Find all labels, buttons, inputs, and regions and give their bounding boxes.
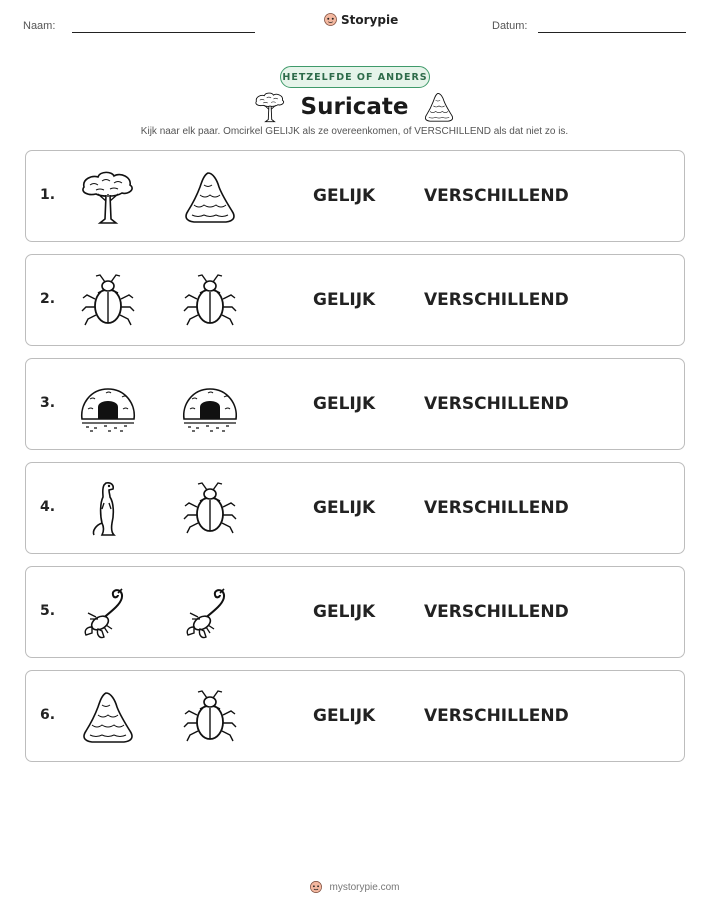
brand-logo [323, 12, 398, 27]
option-different[interactable]: VERSCHILLEND [424, 290, 569, 310]
date-field[interactable] [538, 32, 686, 33]
title-row [0, 90, 709, 124]
burrow-icon [180, 375, 240, 435]
option-different[interactable]: VERSCHILLEND [424, 498, 569, 518]
exercise-row [25, 462, 685, 554]
burrow-icon [78, 375, 138, 435]
option-different[interactable]: VERSCHILLEND [424, 394, 569, 414]
row-number: 1. [40, 187, 56, 203]
worksheet-type-badge [280, 66, 430, 88]
exercise-list [25, 150, 685, 774]
beetle-icon [180, 479, 240, 539]
option-same[interactable]: GELIJK [313, 602, 376, 622]
footer-url[interactable]: mystorypie.com [329, 881, 400, 893]
termite-mound-icon [180, 167, 240, 227]
scorpion-icon [180, 583, 240, 643]
option-same[interactable]: GELIJK [313, 186, 376, 206]
row-number: 6. [40, 707, 56, 723]
row-number: 5. [40, 603, 56, 619]
storypie-mascot-icon [323, 12, 338, 27]
exercise-row [25, 254, 685, 346]
beetle-icon [180, 271, 240, 331]
brand-name: Storypie [341, 12, 399, 27]
row-number: 2. [40, 291, 56, 307]
scorpion-icon [78, 583, 138, 643]
row-number: 4. [40, 499, 56, 515]
page-title: Suricate [300, 94, 409, 120]
name-label: Naam: [23, 20, 56, 32]
exercise-row [25, 566, 685, 658]
instructions: Kijk naar elk paar. Omcirkel GELIJK als ze overeenkomen, of VERSCHILLEND als dat niet zo is. [140, 126, 569, 137]
row-number: 3. [40, 395, 56, 411]
option-same[interactable]: GELIJK [313, 706, 376, 726]
beetle-icon [180, 687, 240, 747]
footer [0, 880, 709, 894]
name-field[interactable] [72, 32, 255, 33]
option-same[interactable]: GELIJK [313, 290, 376, 310]
option-same[interactable]: GELIJK [313, 394, 376, 414]
badge-label: HETZELFDE OF ANDERS [282, 71, 428, 83]
termite-mound-icon [422, 90, 456, 124]
termite-mound-icon [78, 687, 138, 747]
option-same[interactable]: GELIJK [313, 498, 376, 518]
date-label: Datum: [492, 20, 528, 32]
acacia-tree-icon [253, 90, 287, 124]
meerkat-icon [78, 479, 138, 539]
exercise-row [25, 670, 685, 762]
beetle-icon [78, 271, 138, 331]
acacia-tree-icon [78, 167, 138, 227]
option-different[interactable]: VERSCHILLEND [424, 602, 569, 622]
storypie-mascot-icon [309, 880, 323, 894]
exercise-row [25, 150, 685, 242]
exercise-row [25, 358, 685, 450]
option-different[interactable]: VERSCHILLEND [424, 706, 569, 726]
option-different[interactable]: VERSCHILLEND [424, 186, 569, 206]
